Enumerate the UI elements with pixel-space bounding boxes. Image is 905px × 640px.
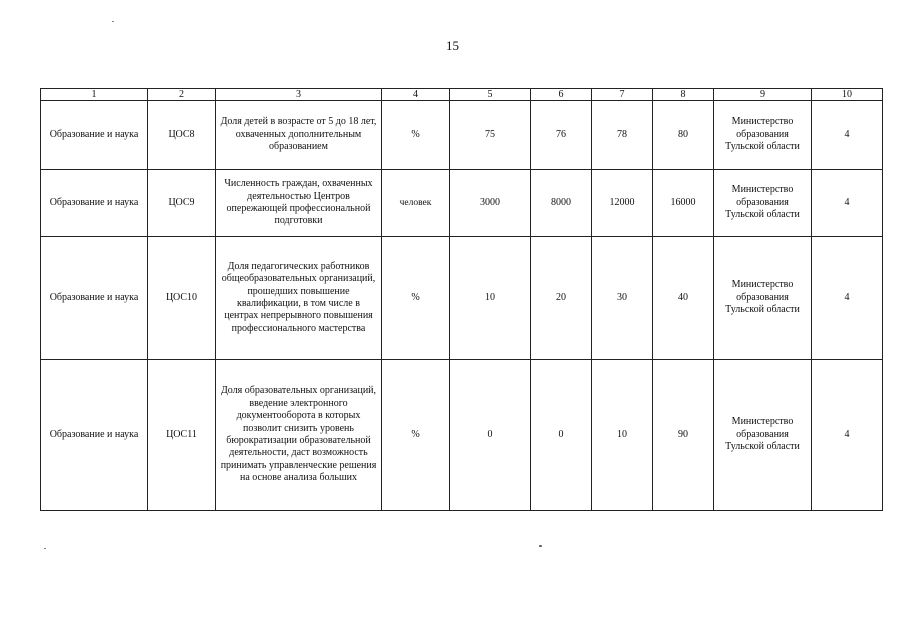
sector-cell: Образование и наука <box>41 360 148 511</box>
value-cell-7: 10 <box>592 360 653 511</box>
responsible-cell: Министерство образования Тульской области <box>714 101 812 170</box>
column-header: 1 <box>41 89 148 101</box>
header-row <box>41 89 883 101</box>
value-cell-10: 4 <box>812 101 883 170</box>
value-cell-8: 40 <box>653 237 714 360</box>
column-header: 10 <box>812 89 883 101</box>
scan-speck <box>44 548 46 549</box>
value-cell-5: 0 <box>450 360 531 511</box>
column-header: 4 <box>382 89 450 101</box>
code-cell: ЦОС8 <box>148 101 216 170</box>
column-header: 9 <box>714 89 812 101</box>
column-header: 7 <box>592 89 653 101</box>
column-header: 6 <box>531 89 592 101</box>
sector-cell: Образование и наука <box>41 101 148 170</box>
unit-cell: человек <box>382 170 450 237</box>
description-cell: Численность граждан, охваченных деятельностью Центров опережающей профессиональной подготовки <box>216 170 382 237</box>
value-cell-10: 4 <box>812 360 883 511</box>
value-cell-8: 80 <box>653 101 714 170</box>
value-cell-5: 10 <box>450 237 531 360</box>
value-cell-6: 76 <box>531 101 592 170</box>
value-cell-8: 90 <box>653 360 714 511</box>
sector-cell: Образование и наука <box>41 170 148 237</box>
value-cell-6: 0 <box>531 360 592 511</box>
value-cell-5: 3000 <box>450 170 531 237</box>
scan-speck <box>539 545 542 547</box>
value-cell-7: 78 <box>592 101 653 170</box>
indicators-table <box>40 88 883 511</box>
column-header: 5 <box>450 89 531 101</box>
unit-cell: % <box>382 101 450 170</box>
value-cell-10: 4 <box>812 170 883 237</box>
code-cell: ЦОС11 <box>148 360 216 511</box>
responsible-cell: Министерство образования Тульской области <box>714 237 812 360</box>
description-cell: Доля детей в возрасте от 5 до 18 лет, охваченных дополнительным образованием <box>216 101 382 170</box>
value-cell-6: 8000 <box>531 170 592 237</box>
responsible-cell: Министерство образования Тульской области <box>714 170 812 237</box>
responsible-cell: Министерство образования Тульской области <box>714 360 812 511</box>
value-cell-5: 75 <box>450 101 531 170</box>
value-cell-10: 4 <box>812 237 883 360</box>
value-cell-6: 20 <box>531 237 592 360</box>
sector-cell: Образование и наука <box>41 237 148 360</box>
table-row <box>41 101 883 170</box>
code-cell: ЦОС9 <box>148 170 216 237</box>
code-cell: ЦОС10 <box>148 237 216 360</box>
description-cell: Доля образовательных организаций, введение электронного документооборота в которых позволит снизить уровень бюрократизации образовательной деятельности, даст возможность принимать управленческие решения на основе анализа больших <box>216 360 382 511</box>
unit-cell: % <box>382 360 450 511</box>
table-row <box>41 170 883 237</box>
column-header: 3 <box>216 89 382 101</box>
value-cell-7: 12000 <box>592 170 653 237</box>
scan-speck <box>112 21 114 22</box>
value-cell-7: 30 <box>592 237 653 360</box>
page-number: 15 <box>446 38 459 53</box>
table-row <box>41 237 883 360</box>
description-cell: Доля педагогических работников общеобразовательных организаций, прошедших повышение квалификации, в том числе в центрах непрерывного повышения профессионального мастерства <box>216 237 382 360</box>
table-row <box>41 360 883 511</box>
value-cell-8: 16000 <box>653 170 714 237</box>
column-header: 8 <box>653 89 714 101</box>
column-header: 2 <box>148 89 216 101</box>
unit-cell: % <box>382 237 450 360</box>
